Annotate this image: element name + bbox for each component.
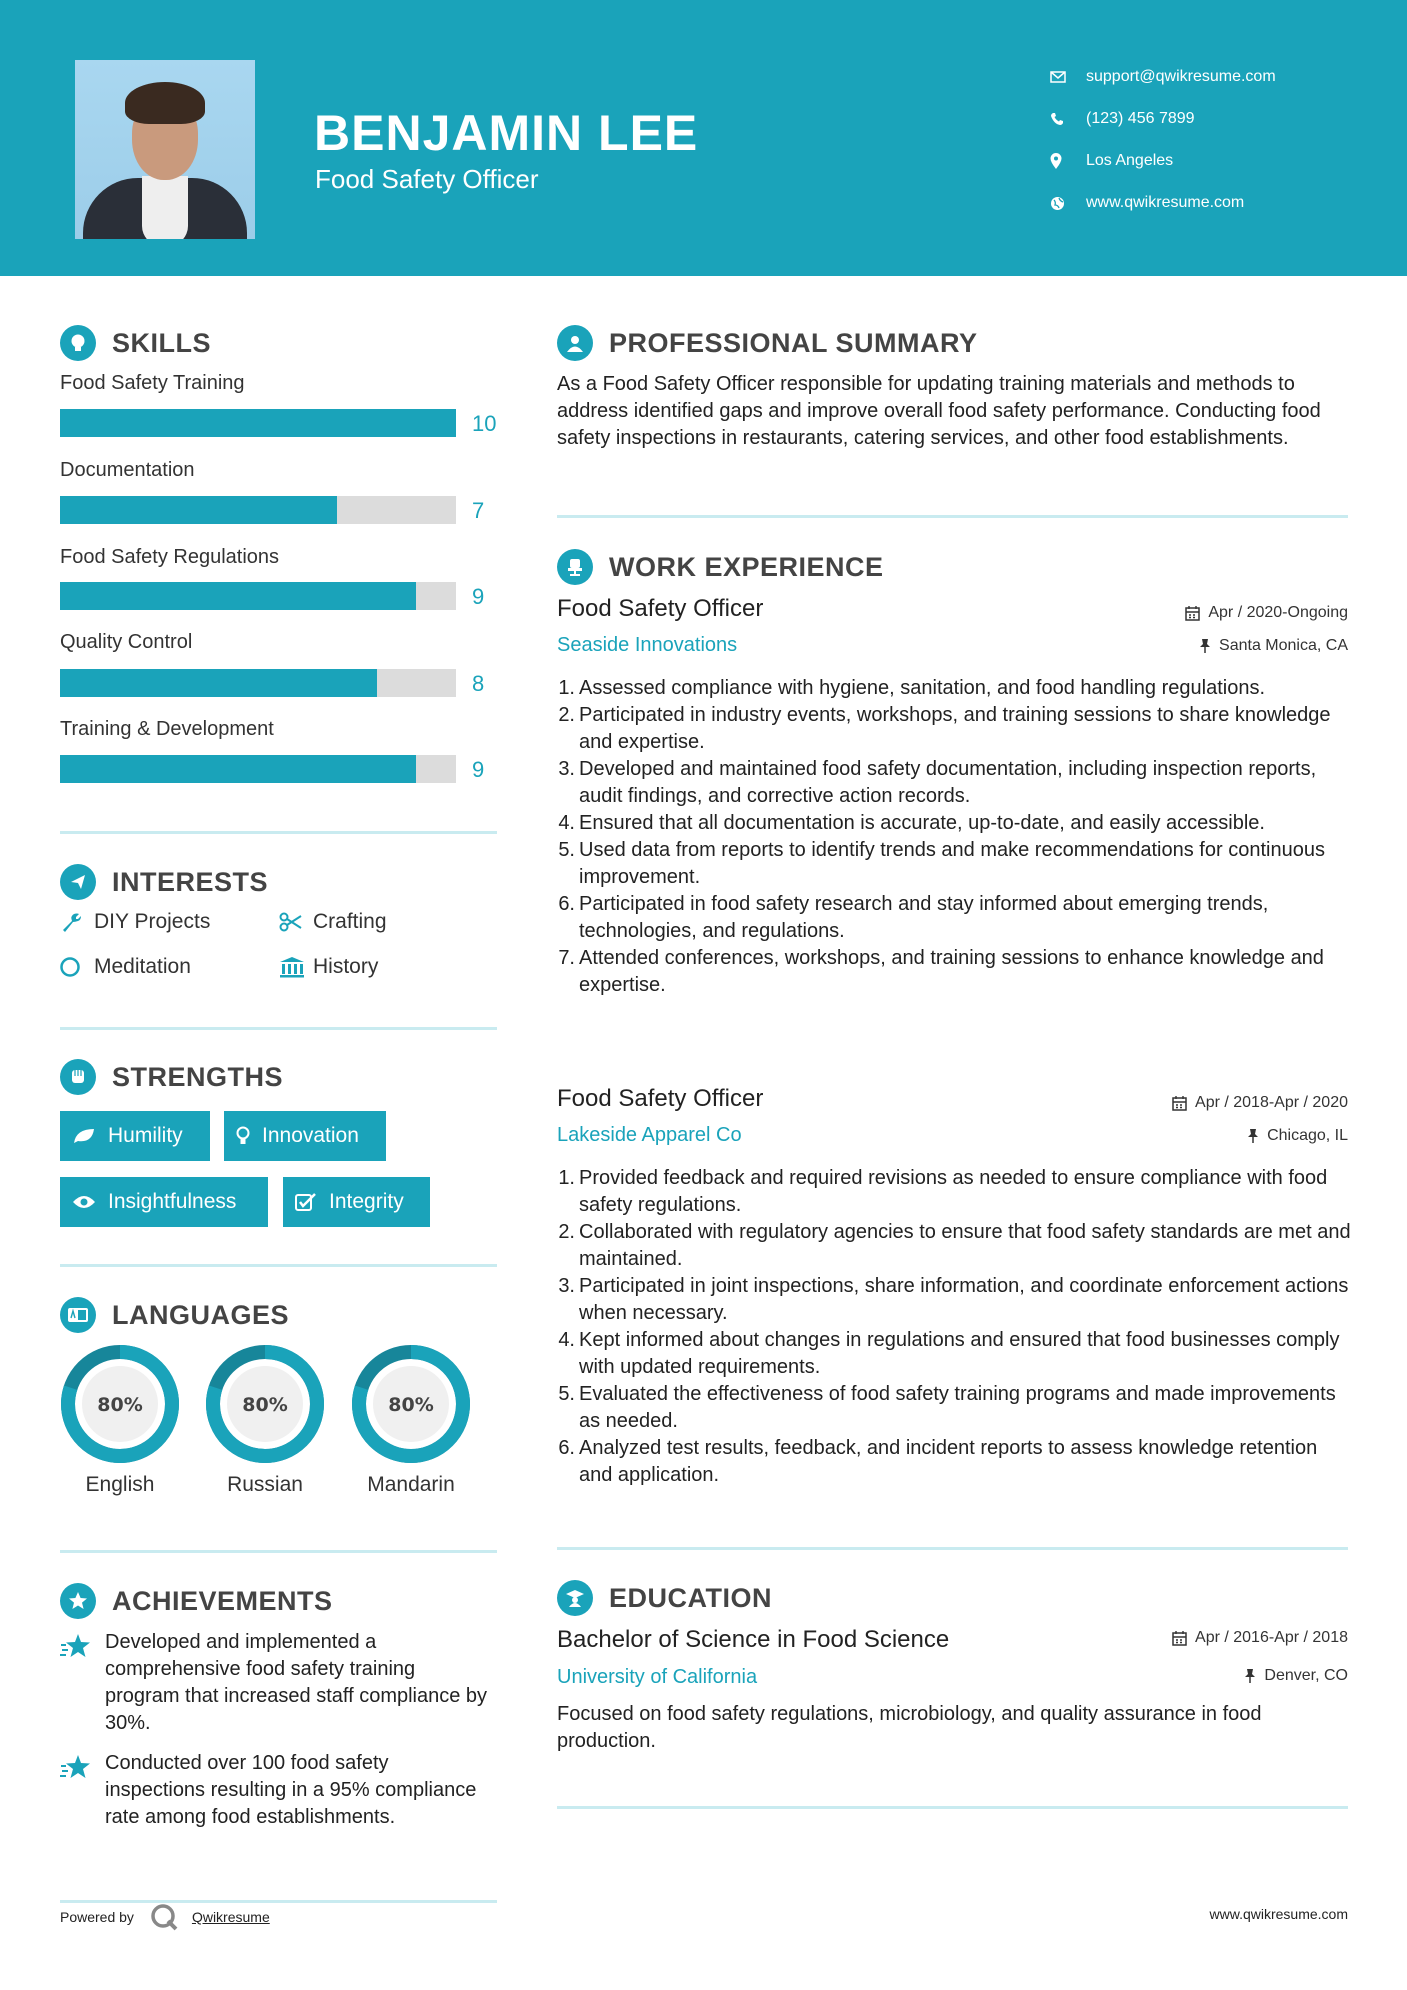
section-divider	[557, 1806, 1348, 1809]
skill-label: Food Safety Training	[60, 372, 245, 394]
strengths-heading: STRENGTHS	[60, 1059, 283, 1095]
list-item: 4. Kept informed about changes in regulations and ensured that food businesses comply with updated requirements.	[558, 1329, 1340, 1378]
experience-heading: WORK EXPERIENCE	[557, 549, 884, 585]
scissors-icon	[279, 912, 313, 932]
job-title: Food Safety Officer	[557, 1085, 764, 1112]
list-item: 5. Evaluated the effectiveness of food safety training programs and made improvements as needed.	[558, 1383, 1336, 1432]
interest-item: Meditation	[60, 955, 191, 979]
calendar-icon	[1172, 1631, 1187, 1646]
envelope-icon	[1050, 71, 1086, 83]
achievement-text: Developed and implemented a comprehensive food safety training program that increased staff compliance by 30%.	[105, 1631, 488, 1734]
skill-label: Documentation	[60, 459, 195, 481]
footer-website[interactable]: www.qwikresume.com	[1209, 1906, 1348, 1922]
degree-title: Bachelor of Science in Food Science	[557, 1626, 950, 1653]
contact-location: Los Angeles	[1050, 140, 1276, 182]
lightbulb-icon	[60, 325, 96, 361]
education-location: Denver, CO	[1244, 1667, 1348, 1685]
language-ring	[59, 1343, 181, 1465]
list-item: 5. Used data from reports to identify trends and make recommendations for continuous improvement.	[558, 839, 1325, 888]
list-item: 1. Provided feedback and required revisions as needed to ensure compliance with food safety regulations.	[558, 1167, 1328, 1216]
skill-label: Food Safety Regulations	[60, 546, 280, 568]
list-item: 2. Collaborated with regulatory agencies to ensure that food safety standards are met and maintained.	[558, 1221, 1351, 1270]
language-percent: 80%	[242, 1394, 288, 1416]
leaf-icon	[72, 1127, 96, 1145]
skill-bar	[60, 496, 456, 524]
office-chair-icon	[557, 549, 593, 585]
globe-icon	[1050, 196, 1086, 211]
candidate-role: Food Safety Officer	[315, 164, 539, 194]
profile-photo	[75, 60, 255, 239]
skill-bar-fill	[60, 496, 337, 524]
language-icon	[60, 1297, 96, 1333]
language-item	[350, 1343, 472, 1497]
contact-email[interactable]: support@qwikresume.com	[1050, 56, 1276, 98]
skill-label: Quality Control	[60, 631, 193, 653]
phone-icon	[1050, 112, 1086, 126]
qwikresume-logo-icon	[150, 1903, 180, 1931]
achievements-heading: ACHIEVEMENTS	[60, 1583, 333, 1619]
star-icon	[60, 1629, 105, 1737]
contact-phone[interactable]: (123) 456 7899	[1050, 98, 1276, 140]
section-divider	[60, 1264, 497, 1267]
skill-bar	[60, 582, 456, 610]
summary-heading: PROFESSIONAL SUMMARY	[557, 325, 978, 361]
company-name: Lakeside Apparel Co	[557, 1124, 742, 1146]
paper-plane-icon	[60, 864, 96, 900]
skill-value: 9	[472, 584, 485, 609]
language-percent: 80%	[97, 1394, 143, 1416]
list-item: 6. Analyzed test results, feedback, and incident reports to assess knowledge retention and application.	[558, 1437, 1318, 1486]
list-item: 6. Participated in food safety research and stay informed about emerging trends, technologies, and regulations.	[558, 893, 1269, 942]
skill-bar	[60, 669, 456, 697]
museum-icon	[279, 956, 313, 978]
language-name: Russian	[227, 1473, 303, 1496]
list-item: 2. Participated in industry events, workshops, and training sessions to share knowledge and expertise.	[558, 704, 1331, 753]
pushpin-icon	[1199, 638, 1211, 654]
job-location: Santa Monica, CA	[1199, 637, 1348, 655]
section-divider	[60, 1027, 497, 1030]
interests-heading: INTERESTS	[60, 864, 268, 900]
skill-bar-fill	[60, 755, 416, 783]
star-badge-icon	[60, 1583, 96, 1619]
section-divider	[557, 1547, 1348, 1550]
contact-website[interactable]: www.qwikresume.com	[1050, 182, 1276, 224]
list-item: 7. Attended conferences, workshops, and training sessions to enhance knowledge and expertise.	[558, 947, 1324, 996]
list-item: 4. Ensured that all documentation is accurate, up-to-date, and easily accessible.	[558, 812, 1265, 834]
calendar-icon	[1185, 606, 1200, 621]
section-divider	[60, 831, 497, 834]
list-item: 1. Assessed compliance with hygiene, sanitation, and food handling regulations.	[558, 677, 1265, 699]
candidate-name: BENJAMIN LEE	[314, 105, 699, 161]
language-ring	[204, 1343, 326, 1465]
education-dates: Apr / 2016-Apr / 2018	[1172, 1629, 1348, 1647]
calendar-icon	[1172, 1096, 1187, 1111]
list-item: 3. Participated in joint inspections, share information, and coordinate enforcement actions when necessary.	[558, 1275, 1349, 1324]
fist-icon	[60, 1059, 96, 1095]
job-bullets	[551, 1165, 1351, 1489]
education-heading: EDUCATION	[557, 1580, 772, 1616]
strength-tag: Insightfulness	[60, 1177, 268, 1227]
skill-bar	[60, 755, 456, 783]
languages-heading: LANGUAGES	[60, 1297, 289, 1333]
language-name: English	[85, 1473, 155, 1496]
contact-list	[1050, 56, 1276, 224]
qwikresume-link[interactable]: Qwikresume	[191, 1909, 270, 1925]
star-icon	[60, 1750, 105, 1831]
education-text: Focused on food safety regulations, microbiology, and quality assurance in food production.	[557, 1703, 1262, 1752]
language-name: Mandarin	[367, 1473, 455, 1496]
job-bullets	[551, 675, 1351, 999]
wrench-icon	[60, 911, 94, 933]
graduate-icon	[557, 1580, 593, 1616]
school-name: University of California	[557, 1666, 758, 1688]
skill-value: 8	[472, 671, 485, 696]
lightbulb-icon	[236, 1126, 250, 1146]
strength-tag: Innovation	[224, 1111, 386, 1161]
job-dates: Apr / 2020-Ongoing	[1185, 604, 1348, 622]
job-location: Chicago, IL	[1247, 1127, 1348, 1145]
section-divider	[557, 515, 1348, 518]
job-title: Food Safety Officer	[557, 595, 764, 622]
skill-bar-fill	[60, 582, 416, 610]
language-ring	[350, 1343, 472, 1465]
language-percent: 80%	[388, 1394, 434, 1416]
location-pin-icon	[1050, 153, 1086, 169]
footer-powered-by: Powered by Qwikresume	[60, 1903, 270, 1931]
interest-item: DIY Projects	[60, 910, 210, 934]
skill-bar-fill	[60, 669, 377, 697]
skill-value: 7	[472, 498, 485, 523]
language-item	[204, 1343, 326, 1497]
pushpin-icon	[1244, 1668, 1256, 1684]
strength-tag: Integrity	[283, 1177, 430, 1227]
summary-text: As a Food Safety Officer responsible for updating training materials and methods to address identified gaps and improve overall food safety performance. Conducting food safety inspections in restaurants, catering services, and other food establishments.	[557, 373, 1321, 449]
skill-bar-fill	[60, 409, 456, 437]
language-item	[59, 1343, 181, 1497]
circle-icon	[60, 956, 94, 978]
skill-bar	[60, 409, 456, 437]
achievement-text: Conducted over 100 food safety inspections resulting in a 95% compliance rate among food establishments.	[105, 1752, 477, 1828]
list-item: 3. Developed and maintained food safety documentation, including inspection reports, audit findings, and corrective action records.	[558, 758, 1317, 807]
skills-heading: SKILLS	[60, 325, 211, 361]
header-banner	[0, 0, 1407, 276]
skill-value: 9	[472, 757, 485, 782]
company-name: Seaside Innovations	[557, 634, 738, 656]
section-divider	[60, 1550, 497, 1553]
interest-item: History	[279, 955, 378, 979]
achievement-item	[60, 1750, 490, 1831]
strength-tag: Humility	[60, 1111, 210, 1161]
achievement-item	[60, 1629, 490, 1737]
checkbox-icon	[295, 1192, 317, 1212]
skill-label: Training & Development	[60, 718, 274, 740]
eye-icon	[72, 1194, 96, 1210]
user-icon	[557, 325, 593, 361]
job-dates: Apr / 2018-Apr / 2020	[1172, 1094, 1348, 1112]
interest-item: Crafting	[279, 910, 387, 934]
pushpin-icon	[1247, 1128, 1259, 1144]
skill-value: 10	[472, 411, 497, 436]
